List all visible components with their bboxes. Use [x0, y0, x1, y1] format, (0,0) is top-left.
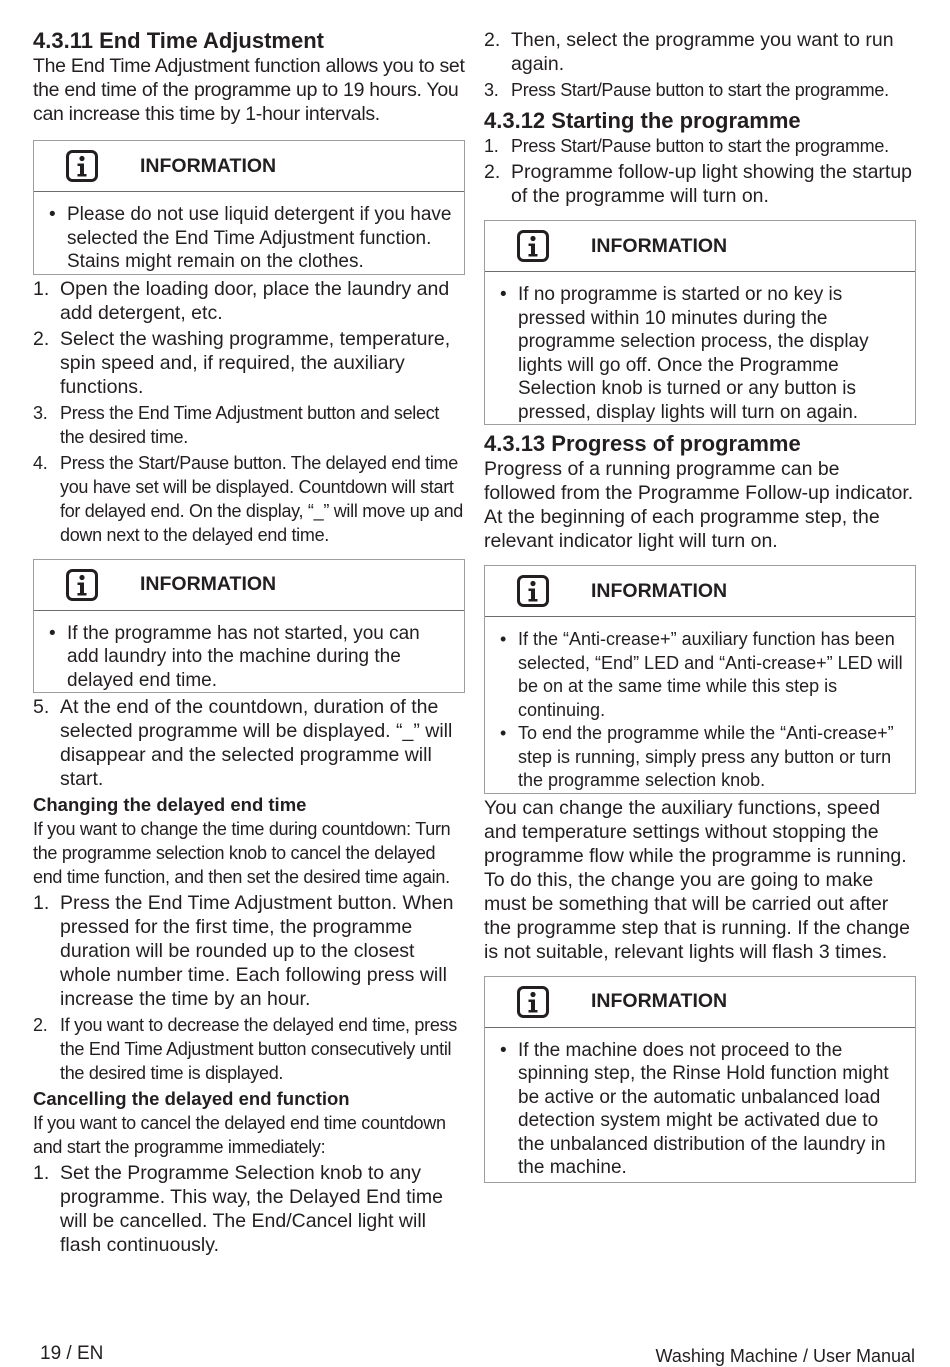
info-item: • If the machine does not proceed to the spinning step, the Rinse Hold function might be active or the automatic unbalanced load detection system might be activated due to the unbalanced distribution of the laundry in the machine. — [500, 1039, 889, 1178]
list-item: 4. Press the Start/Pause button. The delayed end time you have set will be displayed. Countdown will start for delayed end. On the display, “_” will move up and down next to the delayed end time. — [33, 452, 463, 545]
steps-list — [33, 695, 465, 791]
info-box — [33, 559, 465, 694]
right-column — [484, 28, 916, 1185]
progress-text: Progress of a running programme can be followed from the Programme Follow-up indicator. At the beginning of each programme step, the relevant indicator light will turn on. — [484, 458, 914, 552]
info-item: • To end the programme while the “Anti-crease+” step is running, simply press any button or turn the programme selection knob. — [500, 723, 894, 790]
page-number: 19 / EN — [40, 1343, 104, 1364]
list-item: 2. Then, select the programme you want to run again. — [484, 29, 894, 75]
info-icon — [517, 986, 549, 1018]
steps-list — [33, 1161, 465, 1257]
list-item: 3. Press Start/Pause button to start the programme. — [484, 80, 889, 100]
info-icon — [66, 150, 98, 182]
list-item: 2. If you want to decrease the delayed end time, press the End Time Adjustment button consecutively until the desired time is displayed. — [33, 1015, 457, 1083]
list-item: 2. Select the washing programme, temperature, spin speed and, if required, the auxiliary functions. — [33, 327, 451, 398]
info-box-title: INFORMATION — [140, 154, 277, 177]
manual-title: Washing Machine / User Manual — [655, 1346, 915, 1366]
steps-list — [33, 891, 465, 1085]
section-title-progress: 4.3.13 Progress of programme — [484, 431, 801, 456]
left-column — [33, 28, 465, 1259]
info-box — [33, 140, 465, 275]
info-item: • If the “Anti-crease+” auxiliary function has been selected, “End” LED and “Anti-crease+” LED will be on at the same time while this step is continuing. — [500, 629, 903, 720]
list-item: 1. Set the Programme Selection knob to any programme. This way, the Delayed End time will be cancelled. The End/Cancel light will flash continuously. — [33, 1162, 443, 1256]
list-item: 2. Programme follow-up light showing the startup of the programme will turn on. — [484, 161, 913, 207]
list-item: 3. Press the End Time Adjustment button and select the desired time. — [33, 402, 440, 447]
info-box — [484, 565, 916, 794]
info-box-header — [485, 221, 915, 272]
info-box-header — [34, 141, 464, 192]
info-item: • If no programme is started or no key is pressed within 10 minutes during the programme selection process, the display lights will go off. Once the Programme Selection knob is turned or any button is pressed, display lights will turn on again. — [500, 284, 869, 423]
subheading-changing: Changing the delayed end time — [33, 794, 307, 815]
info-icon — [517, 575, 549, 607]
info-box-title: INFORMATION — [591, 234, 728, 257]
end-time-intro: The End Time Adjustment function allows you to set the end time of the programme up to 19 hours. You can increase this time by 1-hour intervals. — [33, 55, 465, 125]
subheading-cancelling: Cancelling the delayed end function — [33, 1088, 350, 1109]
steps-list — [33, 277, 465, 547]
info-box-title: INFORMATION — [140, 573, 277, 595]
info-box-header — [485, 566, 915, 617]
steps-list — [484, 28, 916, 102]
auxiliary-change-text: You can change the auxiliary functions, speed and temperature settings without stopping the programme flow while the programme is running. To do this, the change you are going to make must be something that will be carried out after the programme step that is running. If the change is not suitable, relevant lights will flash 3 times. — [484, 796, 911, 963]
section-title-end-time: 4.3.11 End Time Adjustment — [33, 28, 324, 53]
cancelling-text: If you want to cancel the delayed end time countdown and start the programme immediately: — [33, 1113, 446, 1157]
info-icon — [517, 230, 549, 262]
info-box — [484, 220, 916, 425]
info-box-header — [34, 560, 464, 611]
section-title-starting: 4.3.12 Starting the programme — [484, 108, 801, 133]
info-item: • If the programme has not started, you can add laundry into the machine during the delayed end time. — [49, 622, 420, 691]
list-item: 1. Press the End Time Adjustment button. When pressed for the first time, the programme duration will be rounded up to the closest whole number time. Each following press will increase the time by an hour. — [33, 892, 454, 1010]
steps-list — [484, 134, 916, 208]
info-icon — [66, 569, 98, 601]
info-item: • Please do not use liquid detergent if you have selected the End Time Adjustment function. Stains might remain on the clothes. — [49, 204, 452, 272]
info-box-header — [485, 977, 915, 1028]
list-item: 1. Press Start/Pause button to start the programme. — [484, 136, 889, 156]
list-item: 1. Open the loading door, place the laundry and add detergent, etc. — [33, 277, 450, 324]
changing-text: If you want to change the time during countdown: Turn the programme selection knob to cancel the delayed end time function, and then set the desired time again. — [33, 819, 451, 887]
info-box-title: INFORMATION — [591, 579, 728, 602]
info-box — [484, 976, 916, 1183]
info-box-title: INFORMATION — [591, 990, 728, 1012]
list-item: 5. At the end of the countdown, duration of the selected programme will be displayed. “_” will disappear and the selected programme will start. — [33, 696, 453, 790]
